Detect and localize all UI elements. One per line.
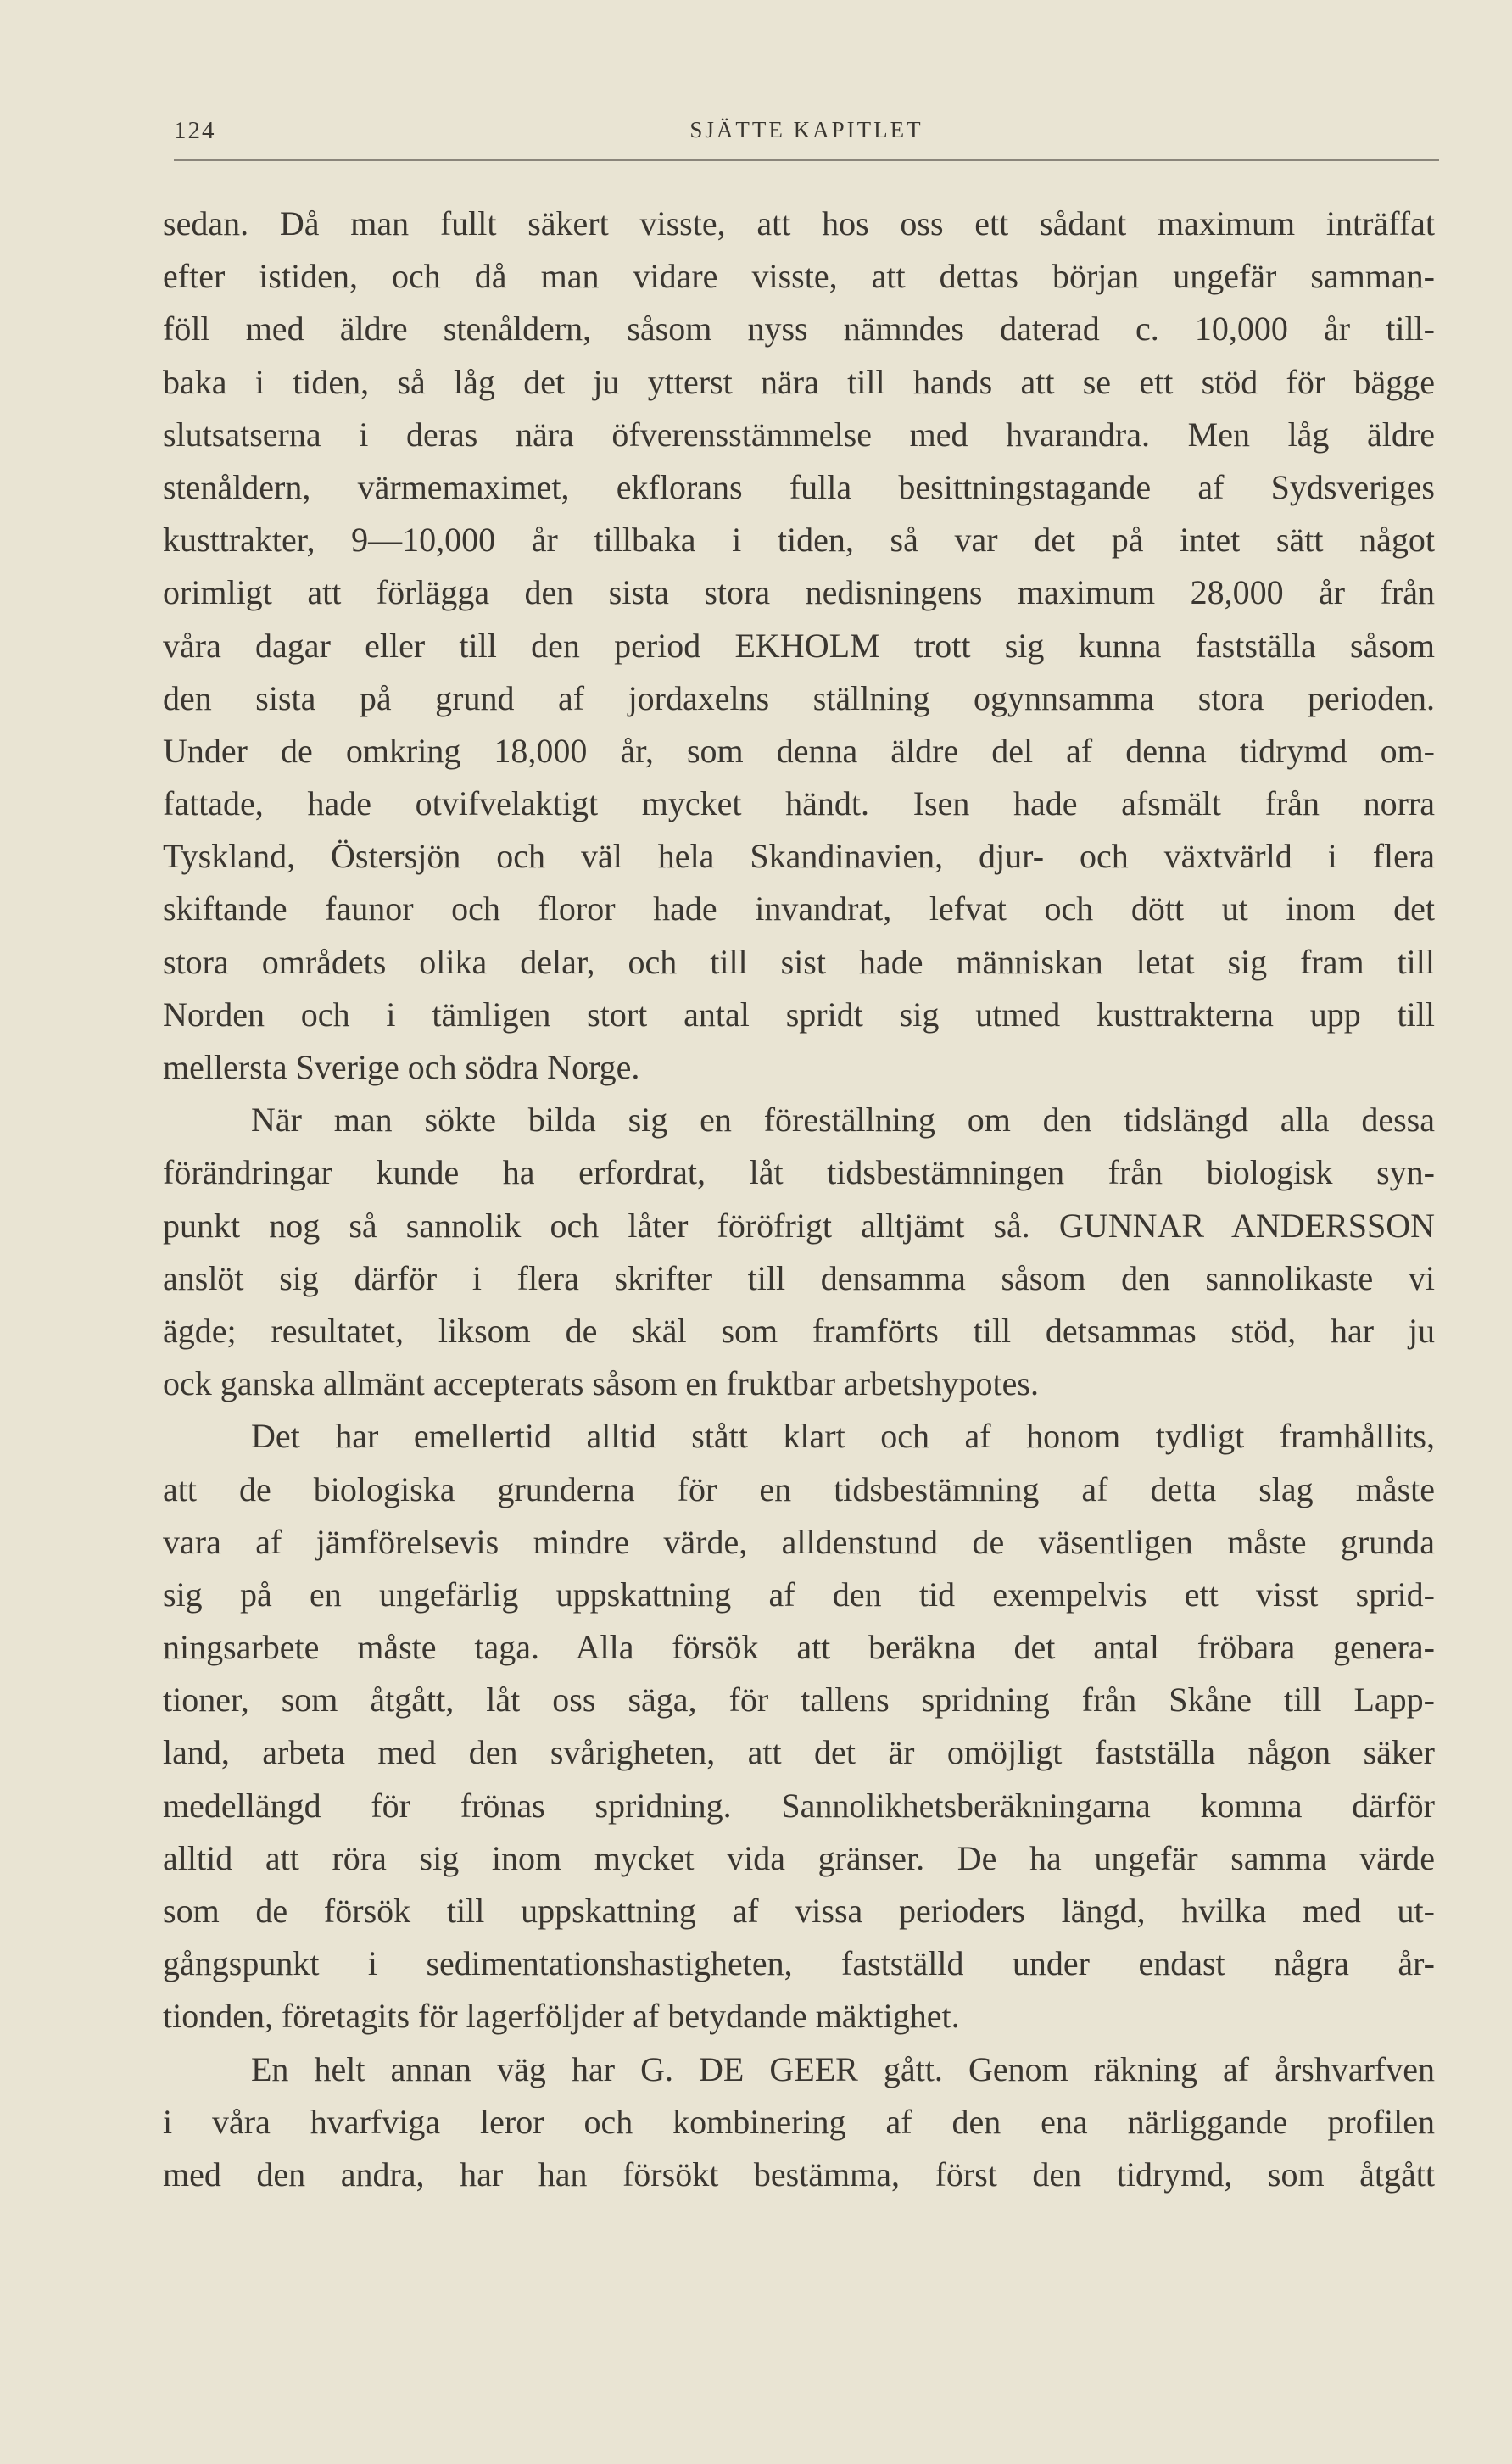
text-line: skiftande faunor och floror hade invandrat, lefvat och dött ut inom det	[163, 889, 1435, 928]
text-line: punkt nog så sannolik och låter föröfrigt alltjämt så. GUNNAR ANDERSSON	[163, 1206, 1435, 1245]
text-line: kusttrakter, 9—10,000 år tillbaka i tiden, så var det på intet sätt något	[163, 521, 1435, 560]
text-line: fattade, hade otvifvelaktigt mycket händt. Isen hade afsmält från norra	[163, 784, 1435, 823]
text-line: i våra hvarfviga leror och kombinering af den ena närliggande profilen	[163, 2102, 1435, 2141]
text-line: den sista på grund af jordaxelns ställning ogynnsamma stora perioden.	[163, 678, 1435, 717]
text-line: föll med äldre stenåldern, såsom nyss nämndes daterad c. 10,000 år till-	[163, 309, 1435, 348]
text-line: med den andra, har han försökt bestämma, först den tidrymd, som åtgått	[163, 2155, 1435, 2194]
text-line: alltid att röra sig inom mycket vida gränser. De ha ungefär samma värde	[163, 1838, 1435, 1877]
text-line: sig på en ungefärlig uppskattning af den tid exempelvis ett visst sprid-	[163, 1575, 1435, 1614]
text-line: tionden, företagits för lagerföljder af betydande mäktighet.	[163, 1997, 960, 2036]
text-line: ningsarbete måste taga. Alla försök att beräkna det antal fröbara genera-	[163, 1628, 1435, 1667]
text-line: Det har emellertid alltid stått klart och af honom tydligt framhållits,	[251, 1417, 1435, 1456]
text-line: förändringar kunde ha erfordrat, låt tidsbestämningen från biologisk syn-	[163, 1153, 1435, 1192]
text-line: stenåldern, värmemaximet, ekflorans fulla besittningstagande af Sydsveriges	[163, 467, 1435, 506]
text-line: Tyskland, Östersjön och väl hela Skandinavien, djur- och växtvärld i flera	[163, 837, 1435, 876]
text-line: anslöt sig därför i flera skrifter till densamma såsom den sannolikaste vi	[163, 1258, 1435, 1297]
page-number: 124	[174, 117, 216, 144]
text-line: att de biologiska grunderna för en tidsbestämning af detta slag måste	[163, 1469, 1435, 1508]
text-line: mellersta Sverige och södra Norge.	[163, 1048, 640, 1086]
text-line: som de försök till uppskattning af vissa perioders längd, hvilka med ut-	[163, 1892, 1435, 1930]
text-line: slutsatserna i deras nära öfverensstämmelse med hvarandra. Men låg äldre	[163, 415, 1435, 454]
text-line: När man sökte bilda sig en föreställning om den tidslängd alla dessa	[251, 1101, 1435, 1140]
text-line: vara af jämförelsevis mindre värde, alldenstund de väsentligen måste grunda	[163, 1522, 1435, 1561]
text-line: tioner, som åtgått, låt oss säga, för tallens spridning från Skåne till Lapp-	[163, 1681, 1435, 1720]
body-text	[163, 198, 1435, 2201]
text-line: orimligt att förlägga den sista stora nedisningens maximum 28,000 år från	[163, 573, 1435, 612]
running-head: SJÄTTE KAPITLET	[689, 117, 923, 142]
text-line: ock ganska allmänt accepterats såsom en fruktbar arbetshypotes.	[163, 1364, 1039, 1403]
text-line: baka i tiden, så låg det ju ytterst nära till hands att se ett stöd för bägge	[163, 362, 1435, 401]
text-line: En helt annan väg har G. DE GEER gått. Genom räkning af årshvarfven	[251, 2049, 1435, 2088]
text-line: sedan. Då man fullt säkert visste, att hos oss ett sådant maximum inträffat	[163, 204, 1435, 242]
text-line: våra dagar eller till den period EKHOLM trott sig kunna fastställa såsom	[163, 626, 1435, 665]
text-line: medellängd för frönas spridning. Sannolikhetsberäkningarna komma därför	[163, 1786, 1435, 1825]
text-line: Under de omkring 18,000 år, som denna äldre del af denna tidrymd om-	[163, 731, 1435, 770]
text-line: efter istiden, och då man vidare visste, att dettas början ungefär samman-	[163, 257, 1435, 296]
text-line: land, arbeta med den svårigheten, att det är omöjligt fastställa någon säker	[163, 1733, 1435, 1772]
text-line: stora områdets olika delar, och till sist hade människan letat sig fram till	[163, 942, 1435, 981]
text-line: ägde; resultatet, liksom de skäl som framförts till detsammas stöd, har ju	[163, 1311, 1435, 1350]
page-header	[174, 117, 1439, 161]
text-line: Norden och i tämligen stort antal spridt sig utmed kusttrakterna upp till	[163, 995, 1435, 1034]
text-line: gångspunkt i sedimentationshastigheten, fastställd under endast några år-	[163, 1944, 1435, 1983]
